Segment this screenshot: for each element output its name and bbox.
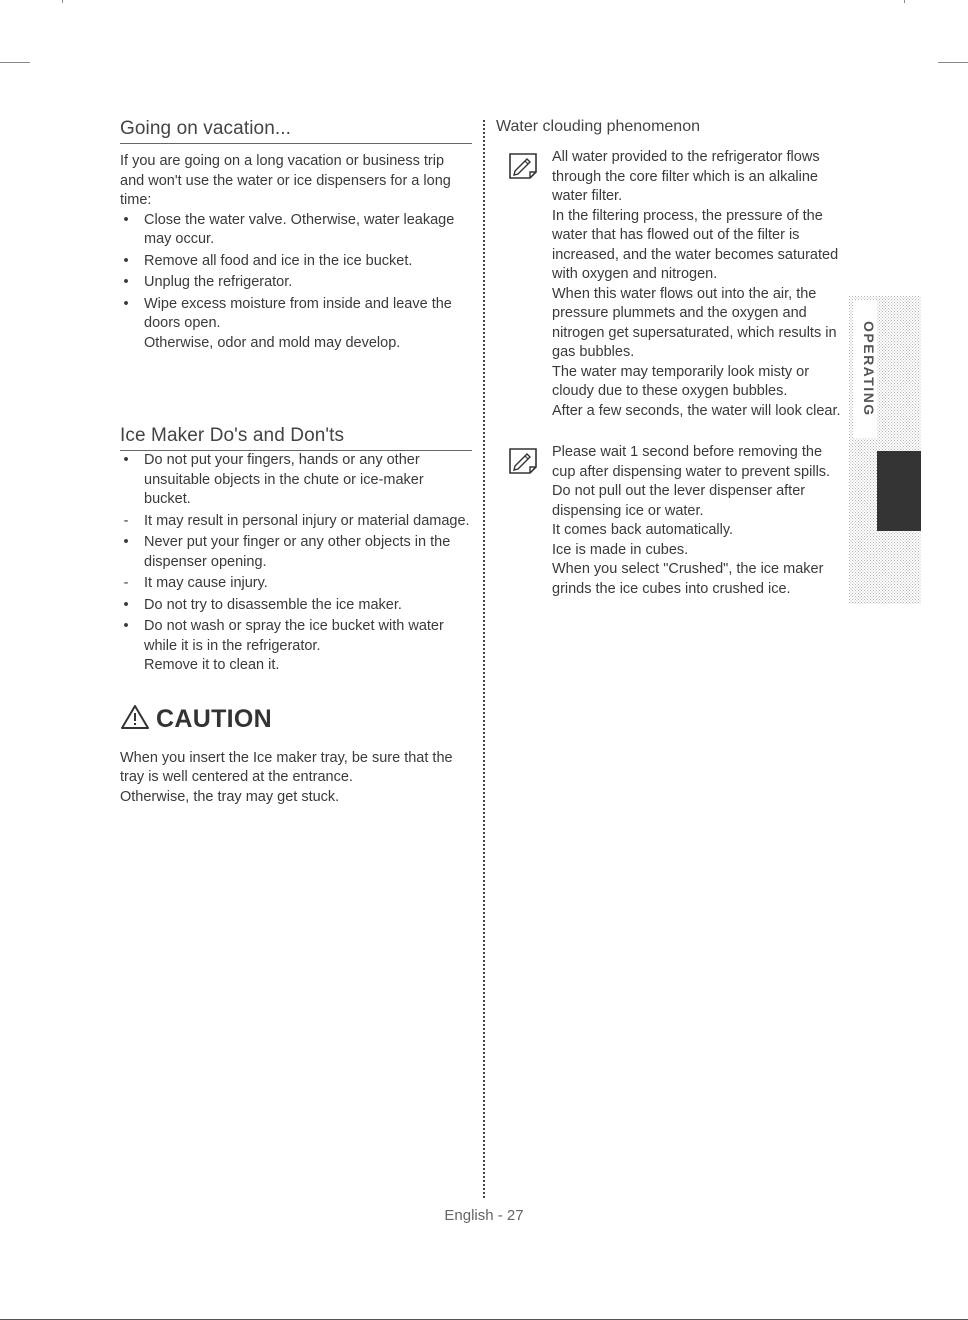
caution-text: When you insert the Ice maker tray, be sure that the tray is well centered at the entrance. Otherwise, the tray may get stuck.	[120, 749, 453, 805]
note-text: All water provided to the refrigerator flows through the core filter which is an alkaline water filter. In the filtering process, the pressure of the water that has flowed out of the filter is increased, and the water becomes saturated with oxygen and nitrogen. When this water flows out into the air, the pressure plummets and the oxygen and nitrogen get supersaturated, which results in gas bubbles. The water may temporarily look misty or cloudy due to these oxygen bubbles. After a few seconds, the water will look clear.	[552, 149, 841, 419]
right-column	[496, 118, 848, 599]
list-item-text: Do not put your fingers, hands or any other unsuitable objects in the chute or ice-maker bucket.	[144, 452, 424, 507]
caution-heading	[120, 704, 472, 735]
list-item-text: Never put your finger or any other objects in the dispenser opening.	[144, 534, 451, 570]
list-item	[120, 295, 472, 354]
note-block	[496, 443, 848, 599]
page-footer: English - 27	[444, 1207, 524, 1224]
list-item-text: Do not wash or spray the ice bucket with water while it is in the refrigerator. Remove it to clean it.	[144, 618, 444, 673]
list-item-text: It may cause injury.	[144, 575, 268, 591]
list-item	[120, 533, 472, 572]
crop-mark-top-left	[62, 0, 63, 3]
list-item-text: Close the water valve. Otherwise, water leakage may occur.	[144, 211, 455, 247]
list-item	[120, 596, 472, 616]
left-column	[120, 118, 472, 807]
section-side-tab	[849, 296, 921, 604]
list-marker: •	[123, 618, 129, 634]
note-pencil-icon	[508, 152, 538, 180]
crop-mark-top-right	[904, 0, 905, 3]
water-clouding-heading: Water clouding phenomenon	[496, 118, 700, 135]
warning-triangle-icon	[120, 704, 150, 735]
list-marker: •	[123, 596, 129, 613]
note-pencil-icon	[508, 447, 538, 475]
vacation-intro: If you are going on a long vacation or business trip and won't use the water or ice dispensers for a long time:	[120, 153, 451, 208]
vacation-heading: Going on vacation...	[120, 118, 472, 144]
list-marker: -	[123, 512, 129, 529]
list-marker: •	[123, 534, 129, 550]
vacation-section	[120, 118, 472, 353]
crop-mark-left	[0, 62, 30, 63]
list-item	[120, 617, 472, 676]
list-item-text: Remove all food and ice in the ice bucket.	[144, 252, 413, 269]
caution-section	[120, 704, 472, 808]
list-item	[120, 451, 472, 510]
bullet-marker: •	[123, 252, 129, 269]
ice-maker-section	[120, 425, 472, 676]
list-marker: -	[123, 575, 129, 591]
crop-mark-right	[938, 62, 968, 63]
bullet-marker: •	[123, 211, 129, 228]
list-item-text: Do not try to disassemble the ice maker.	[144, 596, 402, 613]
column-divider	[483, 120, 485, 1198]
ice-maker-list	[120, 451, 472, 676]
list-marker: •	[123, 452, 129, 468]
ice-maker-heading: Ice Maker Do's and Don'ts	[120, 425, 472, 451]
list-item-text: Unplug the refrigerator.	[144, 274, 293, 290]
list-item	[120, 252, 472, 272]
bullet-marker: •	[123, 274, 129, 290]
vacation-list	[120, 211, 472, 354]
bullet-marker: •	[123, 295, 129, 312]
list-item	[120, 273, 472, 293]
note-text: Please wait 1 second before removing the cup after dispensing water to prevent spills. Do not pull out the lever dispenser after dispensing ice or water. It comes back automatically. Ice is made in cubes. When you select "Crushed", the ice maker grinds the ice cubes into crushed ice.	[552, 444, 831, 597]
list-item-text: Wipe excess moisture from inside and leave the doors open. Otherwise, odor and mold may develop.	[144, 295, 452, 351]
list-item	[120, 512, 472, 532]
list-item	[120, 574, 472, 594]
caution-label: CAUTION	[156, 704, 272, 733]
list-item	[120, 211, 472, 250]
list-item-text: It may result in personal injury or material damage.	[144, 512, 470, 529]
side-tab-label: OPERATING	[853, 300, 877, 438]
note-block	[496, 148, 848, 421]
